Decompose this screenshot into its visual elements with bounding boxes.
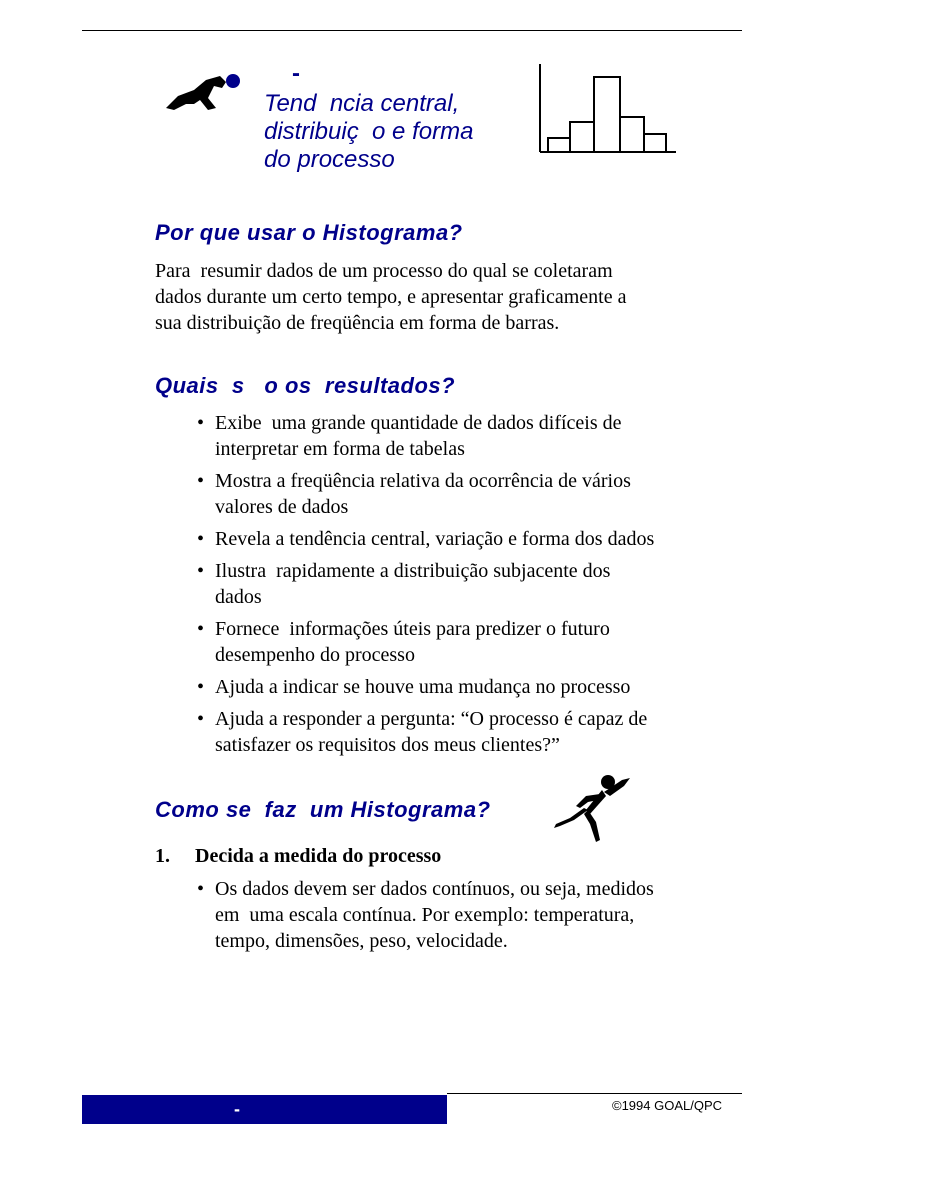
why-paragraph [155,258,755,336]
bullet-line: • Exibe uma grande quantidade de dados difíceis de [215,412,622,434]
results-bullet-list [197,410,767,764]
results-bullet [197,468,767,520]
histogram-icon-bar [644,134,666,152]
bullet-line: • Os dados devem ser dados contínuos, ou seja, medidos [215,878,654,900]
bullet-line: • Ajuda a responder a pergunta: “O processo é capaz de [215,708,648,730]
bullet-line: • Ilustra rapidamente a distribuição subjacente dos [215,560,611,582]
bullet-line: • Ajuda a indicar se houve uma mudança no processo [215,676,631,698]
histogram-icon [536,62,678,156]
header-subtitle [264,90,524,174]
results-bullet [197,674,767,700]
header-subtitle-line: do processo [264,146,395,173]
copyright-notice: ©1994 GOAL/QPC [612,1098,723,1113]
why-paragraph-line: Para resumir dados de um processo do qual se coletaram [155,260,613,282]
section-heading-why: Por que usar o Histograma? [155,220,463,245]
bullet-line: satisfazer os requisitos dos meus clientes?” [215,734,560,756]
why-paragraph-line: sua distribuição de freqüência em forma de barras. [155,312,560,334]
bullet-line: • Revela a tendência central, variação e forma dos dados [215,528,655,550]
histogram-icon-bar [548,138,570,152]
step-title: Decida a medida do processo [195,845,442,867]
bullet-line: em uma escala contínua. Por exemplo: temperatura, [215,904,635,926]
runner-head-dot [226,74,240,88]
histogram-icon-bar [620,117,644,152]
header-title-dash: - [292,60,300,87]
bullet-line: desempenho do processo [215,644,415,666]
histogram-icon-bar [570,122,594,152]
section-heading-results: Quais s o os resultados? [155,373,456,398]
section-heading-how: Como se faz um Histograma? [155,797,491,822]
crouching-runner-icon [164,68,242,112]
results-bullet [197,616,767,668]
bullet-line: • Fornece informações úteis para predizer o futuro [215,618,610,640]
top-rule [82,30,742,31]
results-bullet [197,526,767,552]
bullet-line: • Mostra a freqüência relativa da ocorrência de vários [215,470,631,492]
bullet-line: interpretar em forma de tabelas [215,438,465,460]
running-figure-icon [552,772,634,844]
footer-bar [82,1095,447,1124]
step-bullet [197,876,777,954]
bullet-line: valores de dados [215,496,349,518]
results-bullet [197,558,767,610]
step-bullet-list [197,876,777,954]
results-bullet [197,706,767,758]
bullet-line: tempo, dimensões, peso, velocidade. [215,930,508,952]
step-number: 1. [155,845,170,867]
results-bullet [197,410,767,462]
header-subtitle-line: Tend ncia central, [264,90,460,117]
histogram-icon-bar [594,77,620,152]
header-subtitle-line: distribuiç o e forma [264,118,474,145]
why-paragraph-line: dados durante um certo tempo, e apresentar graficamente a [155,286,627,308]
bullet-line: dados [215,586,262,608]
footer-rule [447,1093,742,1094]
footer-bar-dash: - [234,1099,240,1119]
